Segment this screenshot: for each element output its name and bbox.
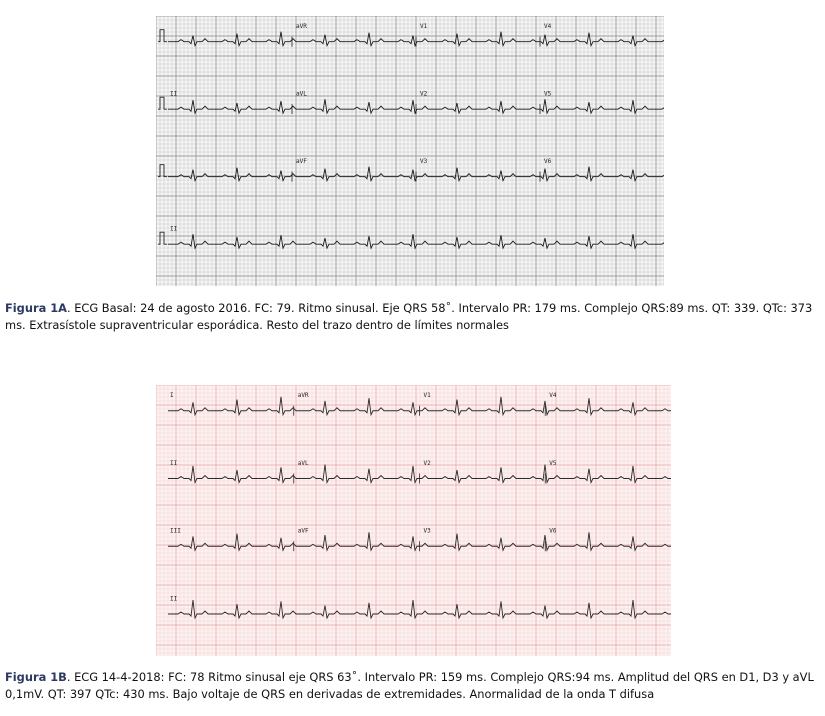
lead-label-i: I [170,392,174,399]
lead-label-v6: V6 [549,527,557,535]
lead-label-v6: V6 [544,158,552,165]
lead-label-v5: V5 [544,90,552,98]
lead-label-avr: aVR [296,23,307,30]
caption-1a-text: . ECG Basal: 24 de agosto 2016. FC: 79. Ritmo sinusal. Eje QRS 58˚. Intervalo PR: 179 ms. Complejo QRS:89 ms. QT: 339. QTc: 373 ms. Extrasístole supraventricular esporádica. Resto del trazo dentro de límites normales [5,301,813,332]
lead-label-v1: V1 [423,392,431,399]
ecg-image-1a [156,16,664,286]
lead-label-v1: V1 [420,23,428,30]
lead-label-ii: II [170,595,178,603]
lead-label-avf: aVF [297,527,309,535]
lead-label-v2: V2 [423,459,431,467]
caption-1a-label: Figura 1A [5,301,67,315]
lead-label-v4: V4 [544,23,552,30]
lead-label-avl: aVL [297,459,309,467]
lead-label-ii: II [170,459,178,467]
ecg-image-1b [156,385,671,656]
lead-label-avr: aVR [297,392,309,399]
ecg-tracing-1a [156,16,664,286]
lead-label-v3: V3 [420,158,428,165]
caption-1b-text: . ECG 14-4-2018: FC: 78 Ritmo sinusal eje QRS 63˚. Intervalo PR: 159 ms. Complejo QRS:94 ms. Amplitud del QRS en D1, D3 y aVL 0,1mV. QT: 397 QTc: 430 ms. Bajo voltaje de QRS en derivadas de extremidades. Anormalidad de la onda T difusa [5,670,814,701]
lead-label-ii: II [170,90,178,98]
lead-label-iii: III [170,527,181,535]
lead-label-v3: V3 [423,527,431,535]
lead-label-v4: V4 [549,392,557,399]
caption-1a [5,300,823,334]
lead-label-v5: V5 [549,459,557,467]
lead-label-ii: II [170,225,178,233]
lead-label-avf: aVF [296,158,307,165]
lead-label-v2: V2 [420,90,428,98]
lead-label-avl: aVL [296,90,307,98]
ecg-tracing-1b [156,385,671,656]
caption-1b [5,669,823,703]
caption-1b-label: Figura 1B [5,670,67,684]
